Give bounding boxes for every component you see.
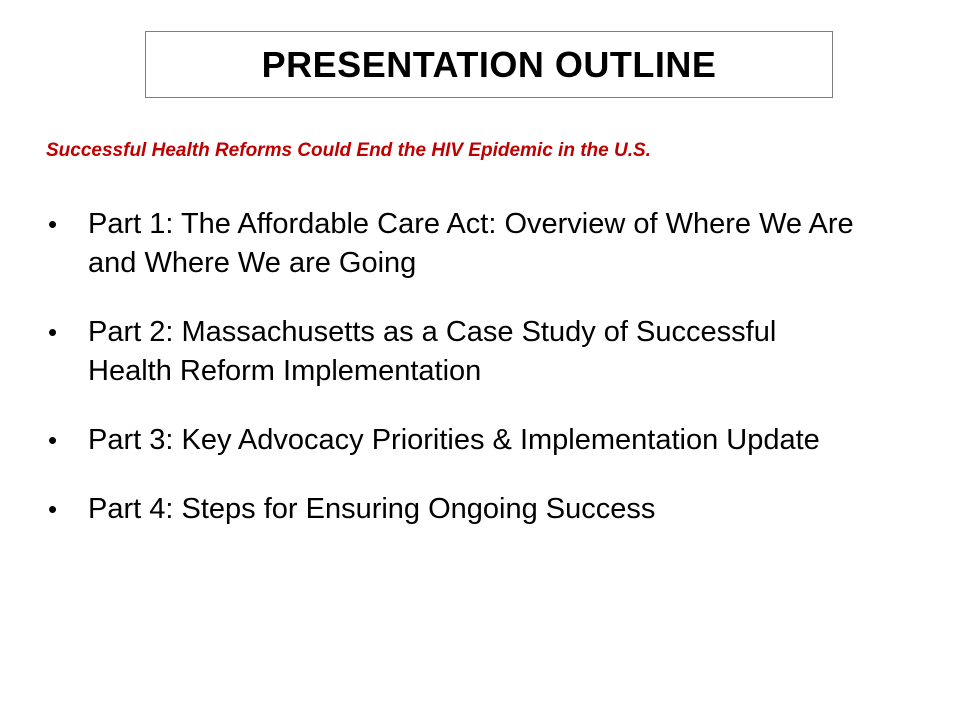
bullet-icon: • <box>48 494 58 524</box>
title-box <box>145 31 833 98</box>
bullet-icon: • <box>48 317 58 347</box>
outline-item-label: Part 2: Massachusetts as a Case Study of Successful Health Reform Implementation <box>88 316 777 387</box>
bullet-icon: • <box>48 425 58 455</box>
outline-item-part-1 <box>48 205 928 283</box>
outline-item-label: Part 1: The Affordable Care Act: Overview of Where We Are and Where We are Going <box>88 208 854 279</box>
slide-subtitle: Successful Health Reforms Could End the HIV Epidemic in the U.S. <box>46 140 651 161</box>
bullet-icon: • <box>48 209 58 239</box>
outline-item-part-4 <box>48 490 928 529</box>
outline-item-label: Part 3: Key Advocacy Priorities & Implementation Update <box>88 424 820 456</box>
slide-title: PRESENTATION OUTLINE <box>261 43 717 85</box>
outline-list <box>48 205 928 529</box>
outline-item-part-3 <box>48 421 928 460</box>
outline-item-label: Part 4: Steps for Ensuring Ongoing Success <box>88 493 656 525</box>
outline-item-part-2 <box>48 313 928 391</box>
